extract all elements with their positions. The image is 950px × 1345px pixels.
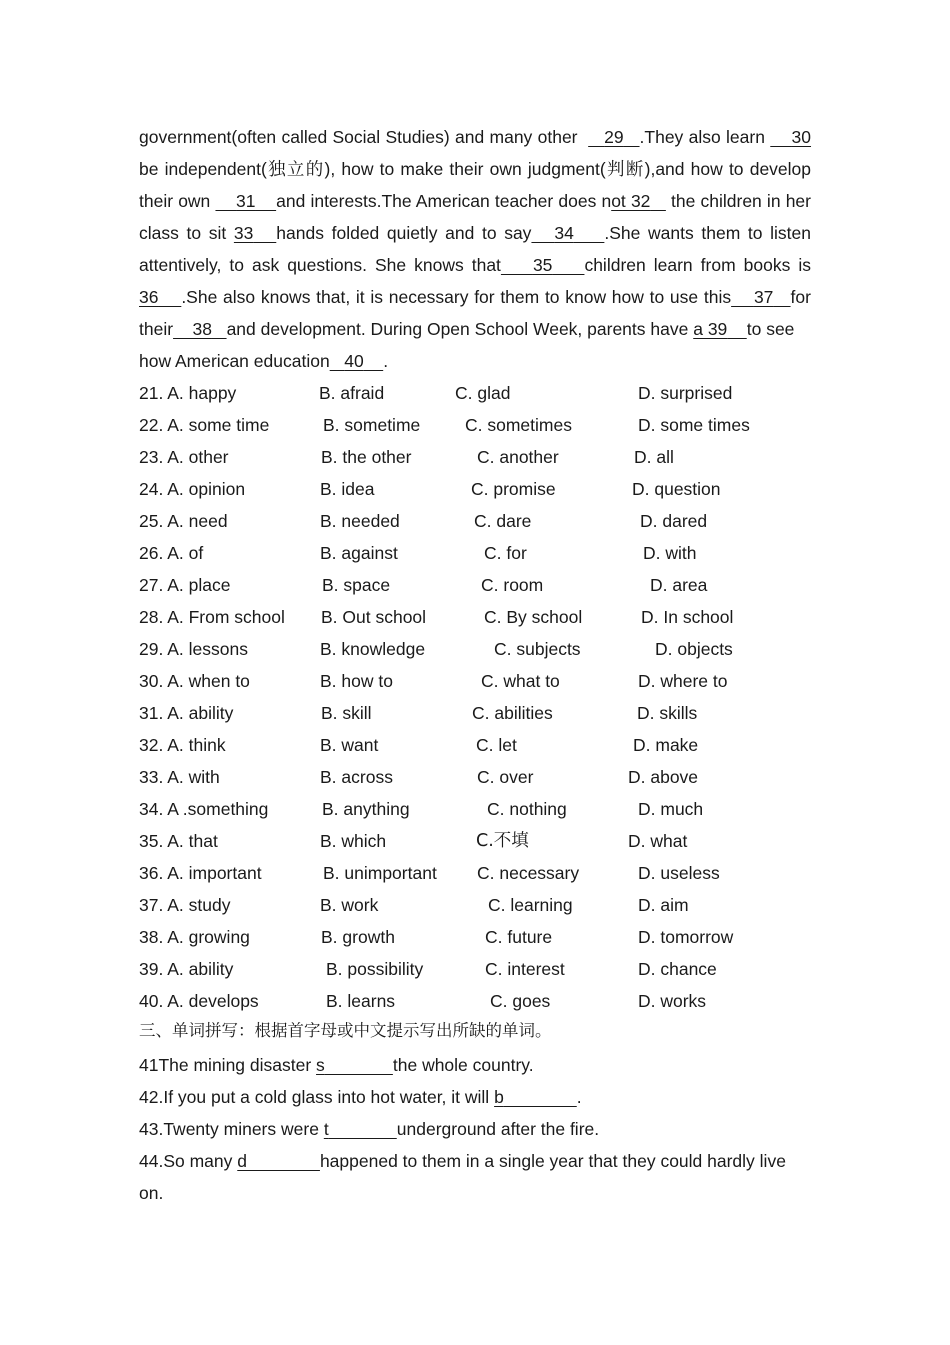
option-c: C. necessary: [477, 863, 580, 883]
option-c: C. let: [476, 735, 517, 755]
question-40-options: [0, 990, 950, 1012]
option-b: B. which: [320, 831, 387, 851]
passage-line-5: attentively, to ask questions. She knows that 35 children learn from books is: [139, 255, 812, 275]
option-b: B. unimportant: [323, 863, 437, 883]
question-44-continued: on.: [139, 1183, 164, 1203]
option-c: C. interest: [485, 959, 565, 979]
option-c: C. over: [477, 767, 534, 787]
question-43: 43.Twenty miners were t underground after the fire.: [139, 1119, 600, 1139]
option-b: B. skill: [321, 703, 372, 723]
option-c: C. promise: [471, 479, 556, 499]
option-b: B. anything: [322, 799, 410, 819]
option-d: D. where to: [638, 671, 728, 691]
blank-30: 30: [791, 127, 812, 147]
option-d: D. useless: [638, 863, 720, 883]
question-37-options: [0, 894, 950, 916]
option-d: D. area: [650, 575, 708, 595]
option-b: B. Out school: [321, 607, 427, 627]
option-a: 22. A. some time: [139, 415, 270, 435]
option-c: C. what to: [481, 671, 560, 691]
question-22-options: [0, 414, 950, 436]
option-c: C. glad: [455, 383, 511, 403]
option-c: C. future: [485, 927, 553, 947]
option-b: B. work: [320, 895, 379, 915]
question-36-options: [0, 862, 950, 884]
option-b: B. the other: [321, 447, 412, 467]
blank-40: 40: [344, 351, 364, 371]
option-a: 35. A. that: [139, 831, 218, 851]
option-a: 40. A. develops: [139, 991, 259, 1011]
blank-43: t: [323, 1119, 329, 1139]
option-d: D. some times: [638, 415, 750, 435]
option-c: C. for: [484, 543, 527, 563]
option-c: C. another: [477, 447, 559, 467]
option-d: D. with: [643, 543, 697, 563]
option-b: B. how to: [320, 671, 393, 691]
option-d: D. what: [628, 831, 688, 851]
blank-41: s: [316, 1055, 325, 1075]
option-d: D. works: [638, 991, 707, 1011]
option-c: C. abilities: [472, 703, 553, 723]
option-c: C. By school: [484, 607, 583, 627]
passage-line-8: how American education 40 .: [139, 351, 389, 371]
option-a: 32. A. think: [139, 735, 226, 755]
blank-37: 37: [753, 287, 774, 307]
option-c: C. room: [481, 575, 544, 595]
option-b: B. across: [320, 767, 393, 787]
blank-34: 34: [554, 223, 574, 243]
blank-33: 33: [233, 223, 254, 243]
question-24-options: [0, 478, 950, 500]
option-b: B. want: [320, 735, 379, 755]
option-a: 36. A. important: [139, 863, 262, 883]
option-d: D. make: [633, 735, 699, 755]
passage-line-7: their 38 and development. During Open School Week, parents have a 39 to see: [139, 319, 795, 339]
question-32-options: [0, 734, 950, 756]
option-a: 29. A. lessons: [139, 639, 248, 659]
question-26-options: [0, 542, 950, 564]
passage-line-4: class to sit 33 hands folded quietly and to say 34 .She wants them to listen: [139, 223, 811, 243]
option-d: D. surprised: [638, 383, 733, 403]
option-a: 37. A. study: [139, 895, 231, 915]
option-a: 34. A .something: [139, 799, 269, 819]
passage-line-3: their own 31 and interests.The American teacher does not 32 the children in her: [139, 191, 811, 211]
question-35-options: [0, 830, 950, 852]
section-3-heading: 三、单词拼写：根据首字母或中文提示写出所缺的单词。: [139, 1021, 552, 1040]
option-a: 31. A. ability: [139, 703, 234, 723]
option-b: B. needed: [320, 511, 400, 531]
question-21-options: [0, 382, 950, 404]
option-b: B. learns: [326, 991, 396, 1011]
option-b: B. sometime: [323, 415, 421, 435]
option-a: 26. A. of: [139, 543, 204, 563]
option-a: 30. A. when to: [139, 671, 250, 691]
question-23-options: [0, 446, 950, 468]
question-29-options: [0, 638, 950, 660]
blank-39: a 39: [693, 319, 728, 339]
option-d: D. much: [638, 799, 704, 819]
blank-44: d: [237, 1151, 247, 1171]
option-c: C.不填: [476, 831, 529, 851]
option-a: 24. A. opinion: [139, 479, 246, 499]
question-39-options: [0, 958, 950, 980]
question-42: 42.If you put a cold glass into hot water, it will b .: [139, 1087, 582, 1107]
option-b: B. growth: [321, 927, 395, 947]
option-a: 23. A. other: [139, 447, 229, 467]
option-a: 28. A. From school: [139, 607, 285, 627]
option-a: 21. A. happy: [139, 383, 237, 403]
option-c: C. goes: [490, 991, 551, 1011]
option-d: D. dared: [640, 511, 708, 531]
option-c: C. subjects: [494, 639, 581, 659]
question-28-options: [0, 606, 950, 628]
question-31-options: [0, 702, 950, 724]
blank-29: 29: [604, 127, 624, 147]
option-d: D. question: [632, 479, 721, 499]
option-c: C. sometimes: [465, 415, 572, 435]
blank-38: 38: [192, 319, 212, 339]
option-a: 33. A. with: [139, 767, 220, 787]
option-a: 39. A. ability: [139, 959, 234, 979]
blank-36: 36: [139, 287, 159, 307]
question-33-options: [0, 766, 950, 788]
option-c: C. learning: [488, 895, 573, 915]
option-b: B. space: [322, 575, 391, 595]
question-34-options: [0, 798, 950, 820]
option-a: 25. A. need: [139, 511, 228, 531]
question-44: 44.So many d happened to them in a single year that they could hardly live: [139, 1151, 786, 1171]
option-c: C. nothing: [487, 799, 567, 819]
option-d: D. In school: [641, 607, 734, 627]
blank-42: b: [494, 1087, 504, 1107]
blank-35: 35: [532, 255, 553, 275]
option-c: C. dare: [474, 511, 532, 531]
option-a: 38. A. growing: [139, 927, 250, 947]
option-b: B. against: [320, 543, 398, 563]
option-d: D. skills: [637, 703, 698, 723]
option-d: D. tomorrow: [638, 927, 734, 947]
question-30-options: [0, 670, 950, 692]
passage-line-2: be independent(独立的), how to make their own judgment(判断),and how to develop: [139, 159, 812, 180]
option-d: D. above: [628, 767, 699, 787]
blank-31: 31: [236, 191, 256, 211]
question-27-options: [0, 574, 950, 596]
option-d: D. all: [634, 447, 674, 467]
option-b: B. idea: [320, 479, 375, 499]
question-25-options: [0, 510, 950, 532]
option-b: B. possibility: [326, 959, 424, 979]
option-d: D. aim: [638, 895, 689, 915]
question-38-options: [0, 926, 950, 948]
passage-line-6: 36 .She also knows that, it is necessary for them to know how to use this 37 for: [139, 287, 811, 307]
option-b: B. afraid: [319, 383, 385, 403]
option-d: D. objects: [655, 639, 733, 659]
option-b: B. knowledge: [320, 639, 426, 659]
passage-line-1: government(often called Social Studies) and many other 29 .They also learn 30: [139, 127, 812, 147]
blank-32: ot 32: [611, 191, 651, 211]
option-d: D. chance: [638, 959, 717, 979]
question-41: 41The mining disaster s the whole country.: [139, 1055, 534, 1075]
option-a: 27. A. place: [139, 575, 231, 595]
